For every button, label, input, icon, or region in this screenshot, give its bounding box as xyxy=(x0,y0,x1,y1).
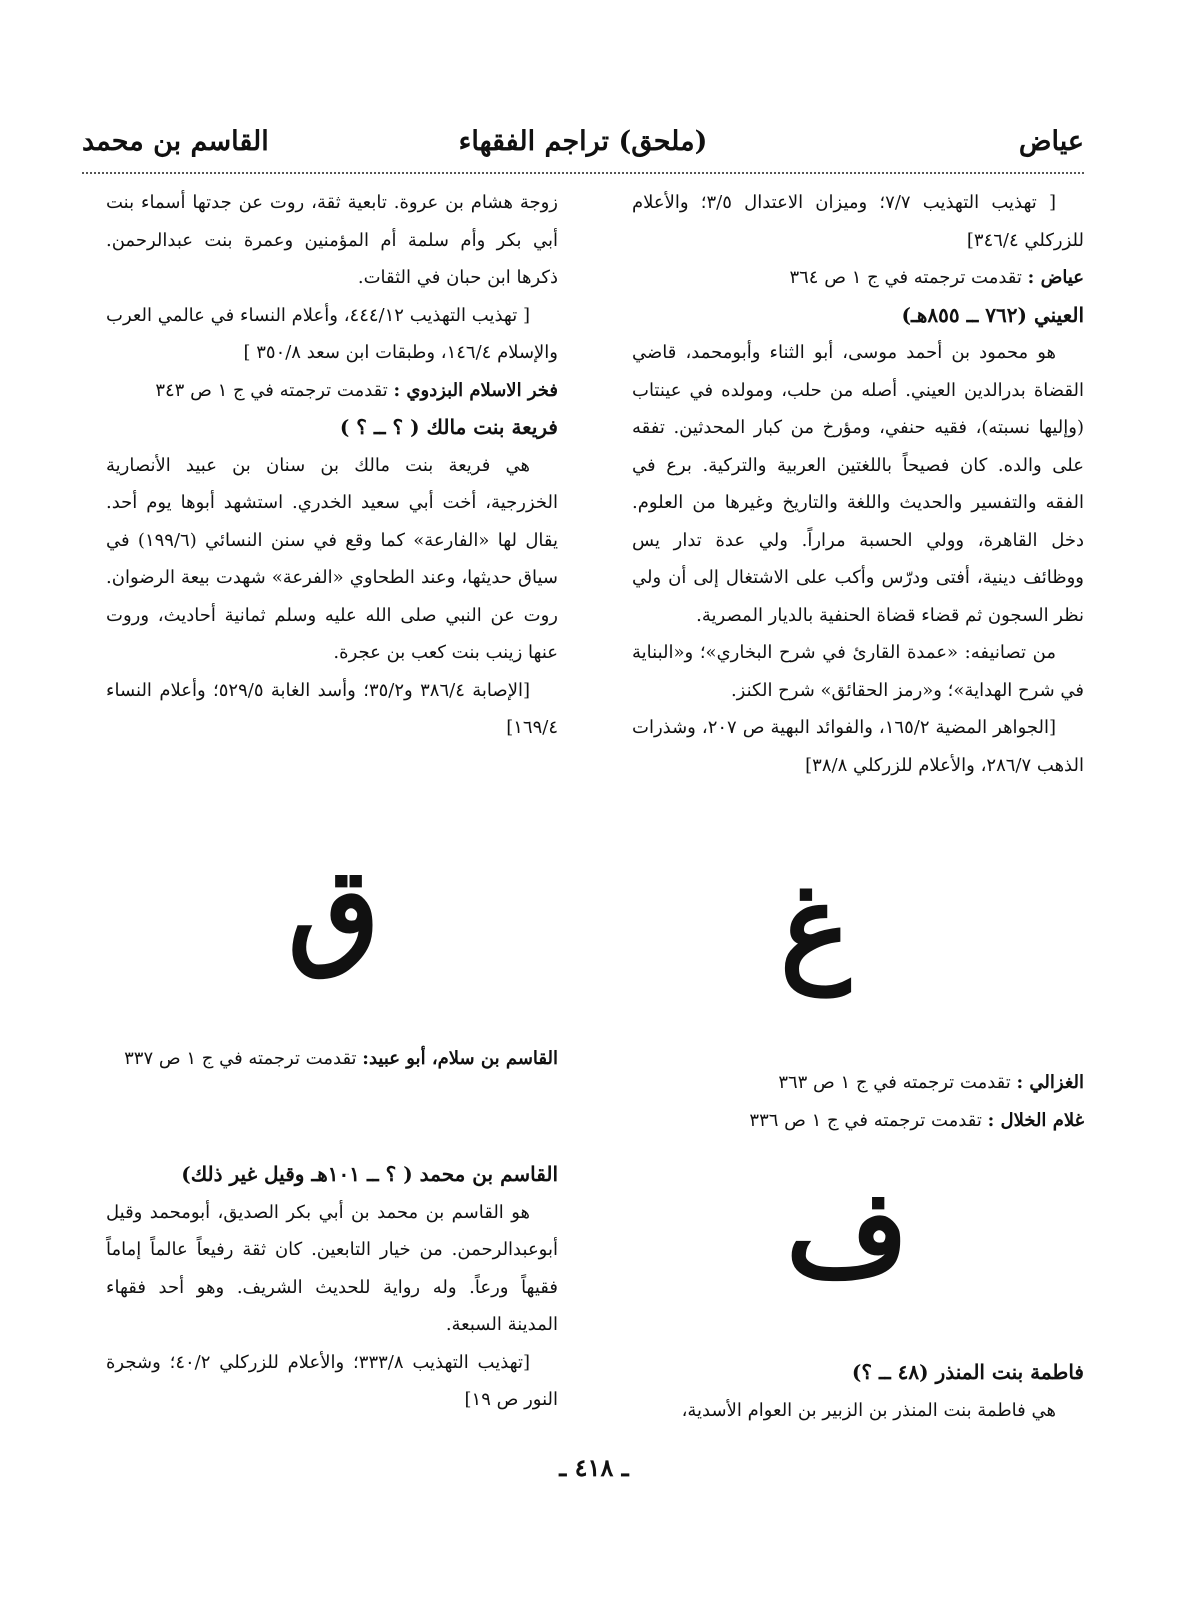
entry-iyad xyxy=(632,259,1084,297)
entry-heading: القاسم بن محمد ( ؟ ــ ١٠١هـ وقيل غير ذلك) xyxy=(181,1162,558,1186)
entry-text: تقدمت ترجمته في ج ١ ص ٣٣٦ xyxy=(749,1109,988,1131)
entry-name: القاسم بن سلام، أبو عبيد: xyxy=(362,1048,558,1069)
header-dotted-rule xyxy=(82,172,1084,174)
entry-ghulam-khallal xyxy=(632,1102,1084,1140)
entry-body-ayni: هو محمود بن أحمد موسى، أبو الثناء وأبومحمد، قاضي القضاة بدرالدين العيني. أصله من حلب، ومولده في عينتاب (وإليها نسبته)، فقيه حنفي، ومؤرخ من كبار المحدثين. تفقه على والده. كان فصيحاً باللغتين العربية والتركية. برع في الفقه والتفسير والحديث واللغة والتاريخ وغيرها من العلوم. دخل القاهرة، وولي الحسبة مراراً. ولي عدة تدار يس ووظائف دينية، أفتى ودرّس وأكب على الاشتغال إلى أن ولي نظر السجون ثم قضاء قضاة الحنفية بالديار المصرية. xyxy=(632,342,1084,626)
section-letter-fa: ف xyxy=(786,1163,909,1302)
header-center-title: (ملحق) تراجم الفقهاء xyxy=(458,126,708,157)
section-letter-ghain: غ xyxy=(780,857,851,996)
entry-heading-ayni: العيني (٧٦٢ ــ ٨٥٥هـ) xyxy=(901,302,1084,327)
entry-name: عياض : xyxy=(1027,267,1084,288)
ghain-entries xyxy=(632,1064,1084,1139)
page-number: ـ ٤١٨ ـ xyxy=(559,1453,629,1482)
reference-citation: [تهذيب التهذيب ٣٣٣/٨؛ والأعلام للزركلي ٤٠/٢؛ وشجرة النور ص ١٩] xyxy=(106,1351,558,1410)
entry-works-ayni: من تصانيفه: «عمدة القارئ في شرح البخاري»؛ و«البناية في شرح الهداية»؛ و«رمز الحقائق» شرح الكنز. xyxy=(632,642,1084,701)
entry-text: تقدمت ترجمته في ج ١ ص ٣٦٣ xyxy=(778,1072,1017,1093)
reference-citation-ayni: [الجواهر المضية ١٦٥/٢، والفوائد البهية ص ٢٠٧، وشذرات الذهب ٢٨٦/٧، والأعلام للزركلي ٣٨/٨] xyxy=(632,717,1084,776)
entry-continuation: زوجة هشام بن عروة. تابعية ثقة، روت عن جدتها أسماء بنت أبي بكر وأم سلمة أم المؤمنين وعمرة بنت عبدالرحمن. ذكرها ابن حبان في الثقات. xyxy=(106,192,558,288)
entry-qasim-muhammad xyxy=(106,1156,558,1419)
reference-citation: [ تهذيب التهذيب ٧/٧؛ وميزان الاعتدال ٣/٥؛ والأعلام للزركلي ٣٤٦/٤] xyxy=(632,192,1084,251)
entry-ghazali xyxy=(632,1064,1084,1102)
right-column xyxy=(632,184,1084,784)
entry-bazdawi xyxy=(106,372,558,410)
header-right-title: عياض xyxy=(1018,126,1084,157)
reference-citation: [ تهذيب التهذيب ٤٤٤/١٢، وأعلام النساء في عالمي العرب والإسلام ١٤٦/٤، وطبقات ابن سعد ٣٥٠/٨ ] xyxy=(106,304,558,363)
left-column xyxy=(106,184,558,747)
header-left-title: القاسم بن محمد xyxy=(82,126,269,157)
section-letter-qaf: ق xyxy=(288,841,380,980)
entry-text: تقدمت ترجمته في ج ١ ص ٣٣٧ xyxy=(124,1048,363,1069)
entry-fatima xyxy=(632,1354,1084,1429)
entry-qasim-salam xyxy=(106,1040,558,1078)
entry-name: فخر الاسلام البزدوي : xyxy=(393,379,558,401)
entry-name: الغزالي : xyxy=(1016,1072,1084,1093)
running-header xyxy=(82,122,1084,168)
entry-text: تقدمت ترجمته في ج ١ ص ٣٤٣ xyxy=(155,379,394,401)
entry-body: هو القاسم بن محمد بن أبي بكر الصديق، أبومحمد وقيل أبوعبدالرحمن. من خيار التابعين. كان ثقة رفيعاً عالماً إماماً فقيهاً ورعاً. وله رواية للحديث الشريف. وهو أحد فقهاء المدينة السبعة. xyxy=(106,1201,558,1335)
entry-name: غلام الخلال : xyxy=(987,1109,1084,1131)
reference-citation-furay: [الإصابة ٣٨٦/٤ و٣٥/٢؛ وأسد الغابة ٥٢٩/٥؛ وأعلام النساء ١٦٩/٤] xyxy=(106,679,558,738)
entry-body-furay: هي فريعة بنت مالك بن سنان بن عبيد الأنصارية الخزرجية، أخت أبي سعيد الخدري. استشهد أبوها يوم أحد. يقال لها «الفارعة» كما وقع في سنن النسائي (١٩٩/٦) في سياق حديثها، وعند الطحاوي «الفرعة» شهدت بيعة الرضوان. روت عن النبي صلى الله عليه وسلم ثمانية أحاديث، وروت عنها زينب بنت كعب بن عجرة. xyxy=(106,454,558,663)
entry-text: تقدمت ترجمته في ج ١ ص ٣٦٤ xyxy=(789,267,1028,288)
entry-body: هي فاطمة بنت المنذر بن الزبير بن العوام الأسدية، xyxy=(681,1399,1056,1421)
entry-heading: فاطمة بنت المنذر (٤٨ ــ ؟) xyxy=(851,1360,1084,1384)
entry-heading-furay: فريعة بنت مالك ( ؟ ــ ؟ ) xyxy=(339,415,558,439)
